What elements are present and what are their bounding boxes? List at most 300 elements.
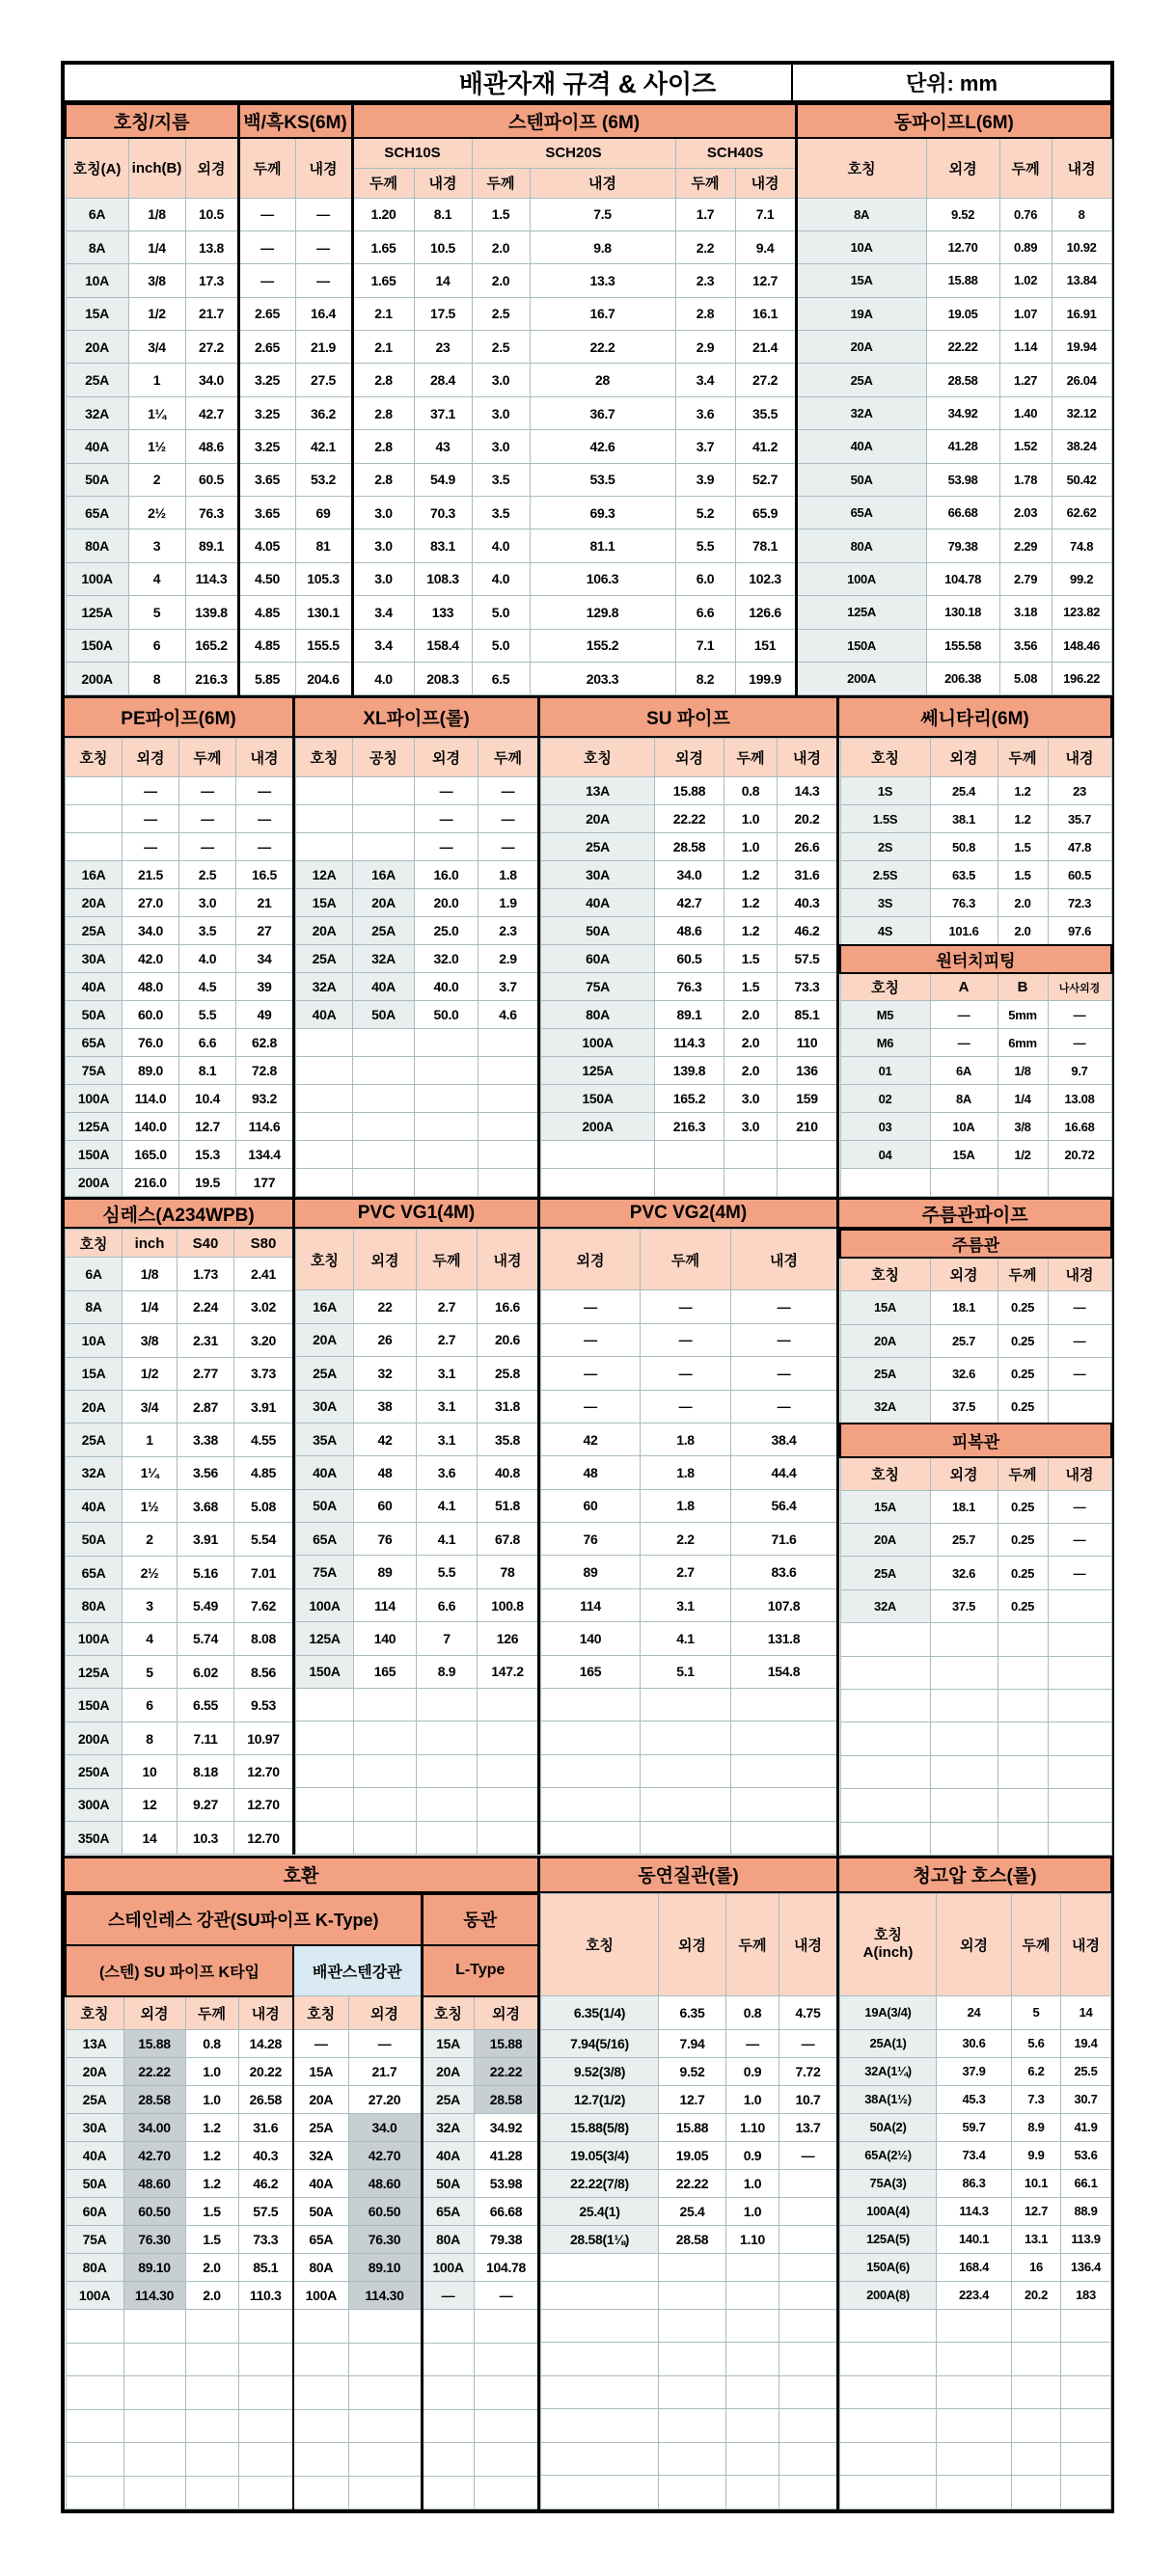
empty-cell	[348, 2409, 422, 2443]
section-header: PVC VG1(4M)	[292, 1200, 537, 1227]
empty-cell	[123, 2476, 185, 2509]
empty-cell	[840, 2375, 937, 2409]
table-cell: 34.0	[348, 2114, 422, 2142]
table-cell: 3.20	[234, 1324, 293, 1357]
table-cell: 5.5	[179, 1001, 236, 1029]
table-cell: 200A	[541, 1113, 655, 1141]
table-cell: 123.82	[1052, 596, 1111, 629]
table-row	[66, 463, 1111, 496]
table-cell: 32	[354, 1357, 417, 1390]
table-cell: 8A	[796, 198, 926, 230]
empty-cell	[354, 1788, 417, 1821]
table-cell: 20A	[840, 1324, 930, 1357]
table-row	[66, 2086, 538, 2114]
table-row	[66, 889, 293, 917]
table-cell: 21.7	[348, 2058, 422, 2086]
table-cell: 9.7	[1048, 1057, 1111, 1085]
table-cell: —	[422, 2282, 474, 2310]
table-cell: 31.6	[778, 861, 837, 889]
section-header: 배관스텐강관	[293, 1945, 422, 1996]
table-cell: 15A	[840, 1291, 930, 1324]
table-cell: 2	[128, 463, 185, 496]
table-cell: 9.52(3/8)	[541, 2057, 659, 2085]
empty-cell	[997, 1722, 1048, 1755]
table-cell: —	[779, 2141, 837, 2169]
table-cell: 8.1	[414, 198, 472, 230]
empty-cell	[726, 2343, 779, 2376]
table-row	[296, 1622, 538, 1655]
column-header: 호칭	[541, 1893, 659, 1995]
table-cell: 1.02	[999, 264, 1052, 297]
table-cell: 50A	[796, 463, 926, 496]
table-cell: 3.4	[352, 629, 414, 662]
table-cell: 1	[128, 364, 185, 396]
empty-cell	[185, 2409, 238, 2443]
table-cell: 89.1	[185, 529, 238, 562]
empty-cell	[726, 2253, 779, 2281]
empty-cell	[726, 2442, 779, 2476]
table-cell: 1/2	[128, 297, 185, 330]
empty-cell	[778, 1169, 837, 1197]
table-cell: 2.0	[724, 1029, 778, 1057]
table-cell: 2.65	[238, 331, 295, 364]
column-header: 두께	[472, 168, 530, 198]
empty-cell	[348, 2476, 422, 2509]
table-row	[66, 331, 1111, 364]
empty-row	[296, 1113, 538, 1141]
table-cell: 16.68	[1048, 1113, 1111, 1141]
table-cell: 7.11	[178, 1722, 234, 1754]
table-cell: 25.0	[415, 917, 478, 945]
empty-cell	[659, 2281, 726, 2309]
empty-cell	[659, 2375, 726, 2409]
table-cell: 136	[778, 1057, 837, 1085]
table-cell: 15.3	[179, 1141, 236, 1169]
table-cell: 10.1	[1012, 2169, 1061, 2197]
empty-cell	[731, 1722, 837, 1754]
empty-cell	[930, 1722, 997, 1755]
table-cell: 20A	[353, 889, 415, 917]
column-header: 두께	[724, 739, 778, 777]
table-cell: 183	[1061, 2281, 1111, 2309]
table-cell: 1.8	[478, 861, 538, 889]
table-cell: 20.2	[1012, 2281, 1061, 2309]
table-cell: 1/4	[123, 1290, 178, 1323]
table-cell: 35.5	[735, 396, 796, 429]
table-cell: 150A	[796, 629, 926, 662]
table-cell: 81	[295, 529, 352, 562]
table-cell: 4.05	[238, 529, 295, 562]
empty-row	[840, 1689, 1111, 1722]
table-row	[541, 861, 837, 889]
table-cell: 136.4	[1061, 2253, 1111, 2281]
table-cell: 2.77	[178, 1357, 234, 1390]
table-cell: 42.1	[295, 430, 352, 463]
pvc-vg2-table	[540, 1229, 837, 1855]
table-cell: 40A	[422, 2142, 474, 2170]
table-cell: 25.4	[659, 2197, 726, 2225]
table-cell	[779, 2197, 837, 2225]
table-cell: 1/8	[997, 1057, 1048, 1085]
table-cell: 168.4	[937, 2253, 1012, 2281]
table-cell: 2.87	[178, 1390, 234, 1423]
table-cell: 200A	[66, 1169, 123, 1197]
empty-cell	[1048, 1755, 1111, 1788]
table-cell: 51.8	[478, 1489, 538, 1522]
table-cell: 5.08	[999, 662, 1052, 694]
table-cell: 100A	[796, 562, 926, 595]
table-cell: —	[1048, 1358, 1111, 1391]
empty-cell	[354, 1754, 417, 1787]
table-cell: 108.3	[414, 562, 472, 595]
column-header: 내경	[1048, 739, 1111, 777]
table-cell: 1.2	[185, 2142, 238, 2170]
table-cell: 34.0	[185, 364, 238, 396]
table-cell: 100A	[66, 1085, 123, 1113]
empty-cell	[731, 1788, 837, 1821]
table-cell: 2.1	[352, 331, 414, 364]
table-row	[296, 833, 538, 861]
empty-cell	[840, 2409, 937, 2443]
table-cell	[296, 833, 353, 861]
empty-cell	[415, 1169, 478, 1197]
empty-cell	[778, 1141, 837, 1169]
empty-cell	[726, 2375, 779, 2409]
empty-cell	[1048, 1623, 1111, 1656]
table-row	[840, 2141, 1111, 2169]
table-cell: 30A	[541, 861, 655, 889]
empty-cell	[997, 1789, 1048, 1822]
table-cell: 1½	[123, 1490, 178, 1523]
table-cell: 125A(5)	[840, 2225, 937, 2253]
empty-cell	[1048, 1169, 1111, 1197]
table-cell: 19.05	[926, 297, 999, 330]
table-row	[66, 917, 293, 945]
table-cell: 114.6	[236, 1113, 293, 1141]
table-cell: 130.18	[926, 596, 999, 629]
table-cell: 140	[541, 1622, 641, 1655]
table-row	[541, 1029, 837, 1057]
table-row	[840, 1557, 1111, 1589]
column-header: 내경	[1061, 1893, 1111, 1995]
table-cell: 0.9	[726, 2141, 779, 2169]
empty-cell	[296, 1788, 354, 1821]
table-cell: 45.3	[937, 2085, 1012, 2113]
table-cell: 104.78	[926, 562, 999, 595]
table-row	[66, 662, 1111, 694]
table-cell: 40A	[296, 1001, 353, 1029]
spec-sheet-frame	[61, 61, 1114, 2513]
column-header: 호칭	[840, 1258, 930, 1290]
table-cell: 4.5	[179, 973, 236, 1001]
table-cell: 50A	[353, 1001, 415, 1029]
table-cell: 25.7	[930, 1324, 997, 1357]
empty-cell	[937, 2343, 1012, 2376]
table-cell: 5.2	[675, 497, 735, 529]
table-cell: 25A	[66, 917, 123, 945]
table-cell: 25A	[541, 833, 655, 861]
table-row	[66, 1113, 293, 1141]
table-row	[840, 917, 1111, 945]
table-row	[296, 1390, 538, 1423]
table-row	[541, 1057, 837, 1085]
table-cell: 86.3	[937, 2169, 1012, 2197]
table-cell: 9.8	[530, 230, 675, 263]
table-cell: 47.8	[1048, 833, 1111, 861]
empty-row	[541, 2476, 837, 2509]
table-row	[840, 861, 1111, 889]
column-header: inch	[123, 1230, 178, 1258]
table-cell: 3.5	[179, 917, 236, 945]
table-row	[66, 1822, 293, 1855]
table-cell: 15A	[422, 2030, 474, 2058]
empty-cell	[296, 1689, 354, 1722]
table-cell: 50A	[66, 1001, 123, 1029]
table-cell: 44.4	[731, 1456, 837, 1489]
table-cell: 150A	[541, 1085, 655, 1113]
table-cell: 32A	[840, 1589, 930, 1622]
empty-cell	[348, 2343, 422, 2376]
section-header: 주름관파이프	[836, 1200, 1110, 1227]
table-row	[541, 1556, 837, 1588]
table-row	[840, 2029, 1111, 2057]
table-cell: —	[179, 805, 236, 833]
table-cell: 41.28	[926, 430, 999, 463]
table-cell: 40A	[353, 973, 415, 1001]
table-cell: —	[236, 833, 293, 861]
empty-cell	[840, 2476, 937, 2509]
section-header: PVC VG2(4M)	[537, 1200, 836, 1227]
table-cell: 40.0	[415, 973, 478, 1001]
table-cell: 2.5S	[840, 861, 930, 889]
table-row	[66, 1788, 293, 1821]
table-cell: 76.3	[655, 973, 724, 1001]
empty-cell	[840, 1722, 930, 1755]
table-cell: 42	[541, 1423, 641, 1455]
column-header: 호칭	[296, 739, 353, 777]
table-cell: 25.8	[478, 1357, 538, 1390]
empty-cell	[353, 1085, 415, 1113]
table-cell: 4.1	[417, 1489, 478, 1522]
table-row	[840, 1001, 1111, 1029]
empty-cell	[422, 2476, 474, 2509]
table-cell: 39	[236, 973, 293, 1001]
table-cell: —	[238, 264, 295, 297]
table-row	[66, 1622, 293, 1655]
table-cell: 22	[354, 1290, 417, 1323]
table-row	[66, 1029, 293, 1057]
table-cell: 2.3	[675, 264, 735, 297]
empty-cell	[474, 2443, 538, 2477]
table-row	[66, 596, 1111, 629]
table-cell: 60.5	[185, 463, 238, 496]
table-cell: 1.73	[178, 1258, 234, 1290]
table-cell: 5.49	[178, 1589, 234, 1622]
table-cell: 100.8	[478, 1588, 538, 1621]
table-row	[66, 1357, 293, 1390]
column-header: S80	[234, 1230, 293, 1258]
table-cell: 6.5	[472, 662, 530, 694]
table-cell: 5.16	[178, 1556, 234, 1588]
empty-cell	[478, 1754, 538, 1787]
table-cell: 107.8	[731, 1588, 837, 1621]
table-cell: 40.3	[778, 889, 837, 917]
table-cell: 114.3	[655, 1029, 724, 1057]
empty-cell	[415, 1057, 478, 1085]
table-cell: 52.7	[735, 463, 796, 496]
table-cell: 50.42	[1052, 463, 1111, 496]
table-cell: 1.0	[726, 2169, 779, 2197]
table-cell: 10.3	[178, 1822, 234, 1855]
empty-cell	[185, 2476, 238, 2509]
table-cell: 3.0	[179, 889, 236, 917]
column-header: inch(B)	[128, 138, 185, 198]
table-row	[541, 805, 837, 833]
table-row	[541, 2085, 837, 2113]
table-cell: 165.2	[185, 629, 238, 662]
empty-row	[840, 2409, 1111, 2443]
empty-cell	[478, 1788, 538, 1821]
table-cell: 36.7	[530, 396, 675, 429]
empty-cell	[726, 2309, 779, 2343]
table-cell: 80A	[66, 1589, 123, 1622]
empty-cell	[478, 1113, 538, 1141]
table-cell: 1.2	[185, 2170, 238, 2198]
section-header: 청고압 호스(롤)	[836, 1858, 1110, 1891]
table-cell: 73.3	[778, 973, 837, 1001]
table-cell: 04	[840, 1141, 930, 1169]
table-cell: 42.70	[348, 2142, 422, 2170]
empty-cell	[478, 1821, 538, 1854]
empty-cell	[726, 2476, 779, 2509]
table-cell: 2.03	[999, 497, 1052, 529]
table-cell: 60.5	[1048, 861, 1111, 889]
empty-cell	[541, 2281, 659, 2309]
table-cell: 20A	[422, 2058, 474, 2086]
empty-cell	[937, 2309, 1012, 2343]
empty-row	[541, 1169, 837, 1197]
table-cell: —	[1048, 1291, 1111, 1324]
table-cell: 1.14	[999, 331, 1052, 364]
table-cell: 125A	[296, 1622, 354, 1655]
table-cell: 2.8	[352, 463, 414, 496]
table-cell: 2.0	[185, 2282, 238, 2310]
table-cell: 34.00	[123, 2114, 185, 2142]
table-row	[541, 2169, 837, 2197]
table-cell: 1	[123, 1424, 178, 1456]
band2-header-row	[65, 698, 1110, 738]
table-row	[66, 2282, 538, 2310]
table-cell: 7.72	[779, 2057, 837, 2085]
table-cell: 66.68	[474, 2198, 538, 2226]
empty-cell	[478, 1085, 538, 1113]
section-header: 백/흑KS(6M)	[238, 104, 352, 138]
table-row	[296, 1456, 538, 1489]
empty-cell	[354, 1821, 417, 1854]
empty-cell	[731, 1754, 837, 1787]
table-cell: 28.58(1⅛)	[541, 2225, 659, 2253]
table-cell	[296, 777, 353, 805]
empty-row	[541, 2309, 837, 2343]
table-cell: 60.0	[123, 1001, 179, 1029]
table-cell: 12.7	[659, 2085, 726, 2113]
table-row	[66, 497, 1111, 529]
table-cell: 20A	[66, 331, 128, 364]
table-cell: 5.08	[234, 1490, 293, 1523]
table-cell: 5.85	[238, 662, 295, 694]
table-cell: 1.2	[997, 805, 1048, 833]
table-cell: 25A	[66, 364, 128, 396]
table-cell: 3.0	[352, 497, 414, 529]
column-header: 내경	[1048, 1457, 1111, 1490]
table-cell: 3/8	[123, 1324, 178, 1357]
table-cell: 16	[1012, 2253, 1061, 2281]
table-cell: 25.7	[930, 1523, 997, 1556]
table-cell: 32.12	[1052, 396, 1111, 429]
table-cell: 4.85	[234, 1456, 293, 1489]
empty-cell	[726, 2409, 779, 2443]
table-cell: 2.5	[472, 331, 530, 364]
table-cell: 25A	[66, 1424, 123, 1456]
empty-cell	[840, 2309, 937, 2343]
table-cell: 216.0	[123, 1169, 179, 1197]
table-cell: 14	[123, 1822, 178, 1855]
table-cell: 6	[128, 629, 185, 662]
table-cell: 140.1	[937, 2225, 1012, 2253]
empty-row	[296, 1169, 538, 1197]
table-cell: 1.8	[641, 1456, 731, 1489]
empty-cell	[541, 2343, 659, 2376]
table-cell: 206.38	[926, 662, 999, 694]
table-cell: 7.01	[234, 1556, 293, 1588]
empty-cell	[997, 1623, 1048, 1656]
table-cell: 250A	[66, 1755, 123, 1788]
table-cell: —	[236, 805, 293, 833]
table-cell: 3.91	[178, 1523, 234, 1556]
empty-row	[296, 1141, 538, 1169]
table-row	[840, 889, 1111, 917]
table-cell: 80A	[541, 1001, 655, 1029]
table-cell: 27.2	[185, 331, 238, 364]
empty-row	[541, 1689, 837, 1722]
empty-cell	[541, 1689, 641, 1722]
seamless-table	[65, 1229, 293, 1855]
table-cell: 2.2	[675, 230, 735, 263]
column-header: 내경	[238, 1996, 293, 2030]
table-cell: 4	[123, 1622, 178, 1655]
table-cell: 5mm	[997, 1001, 1048, 1029]
table-cell: 177	[236, 1169, 293, 1197]
column-header: 두께	[997, 739, 1048, 777]
table-cell: 76.30	[348, 2226, 422, 2254]
table-cell: 13.1	[1012, 2225, 1061, 2253]
empty-cell	[422, 2409, 474, 2443]
table-cell: 1.07	[999, 297, 1052, 330]
table-cell: 0.25	[997, 1490, 1048, 1523]
empty-cell	[478, 1141, 538, 1169]
column-header: 외경	[415, 739, 478, 777]
table-cell: 16A	[66, 861, 123, 889]
table-row	[296, 1489, 538, 1522]
table-cell: 10.7	[779, 2085, 837, 2113]
table-cell: —	[731, 1323, 837, 1356]
empty-cell	[293, 2310, 348, 2344]
table-cell: 28.4	[414, 364, 472, 396]
empty-cell	[930, 1169, 997, 1197]
table-cell	[353, 805, 415, 833]
table-cell: 27.0	[123, 889, 179, 917]
empty-cell	[659, 2343, 726, 2376]
